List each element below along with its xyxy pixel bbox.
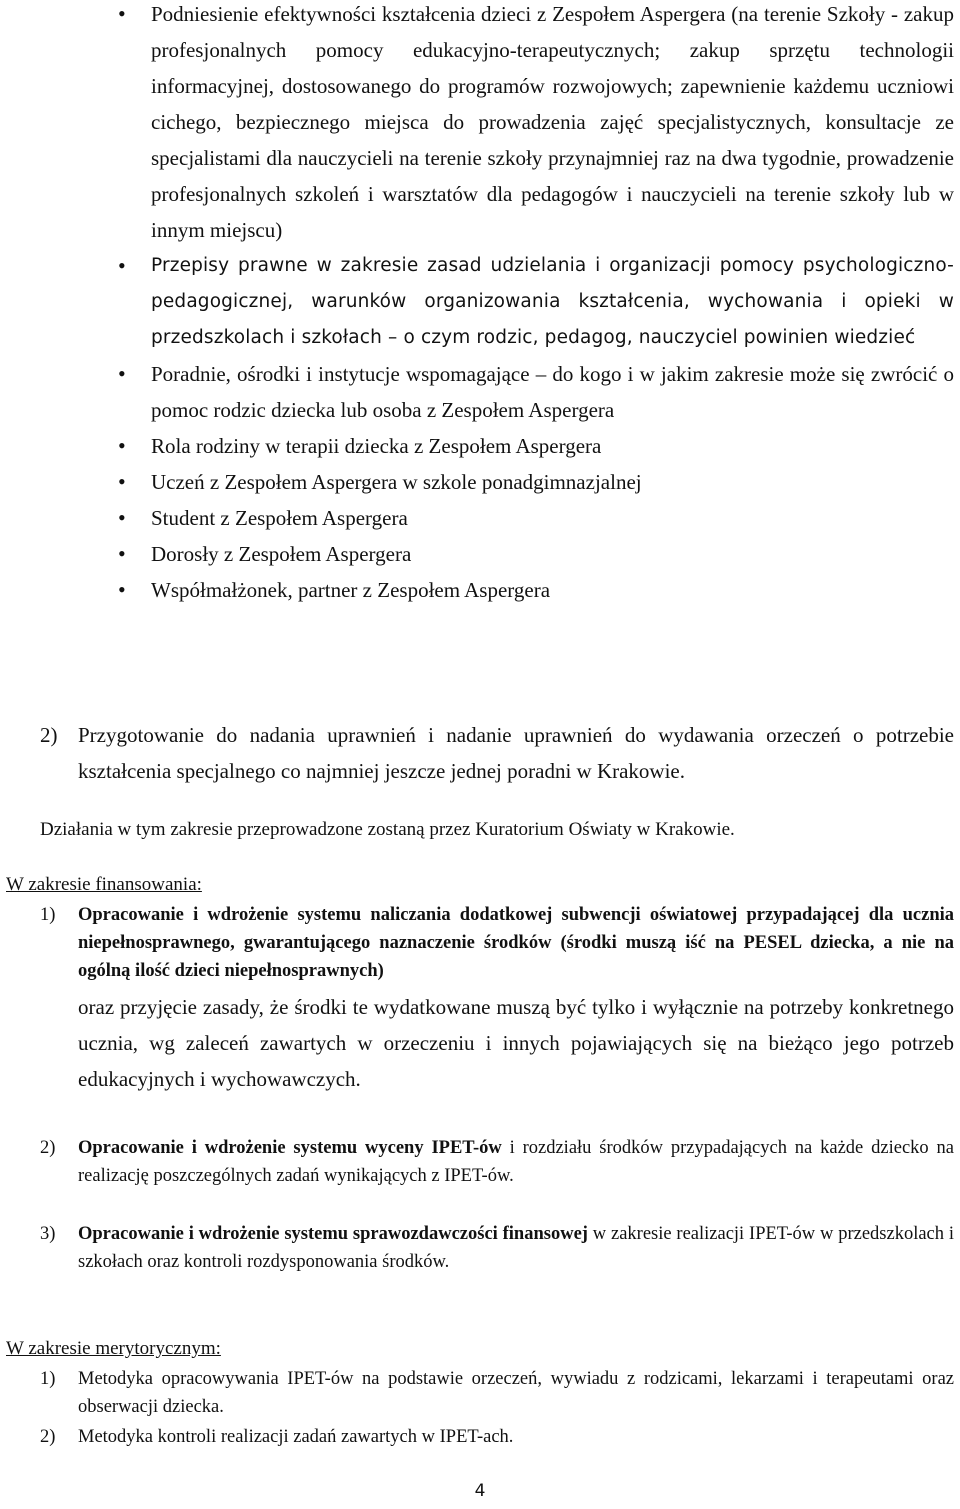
list-item-text: Rola rodziny w terapii dziecka z Zespołem Aspergera (151, 434, 602, 458)
finance-item-2 (40, 1134, 954, 1190)
paragraph-text: Przygotowanie do nadania uprawnień i nadanie uprawnień do wydawania orzeczeń o potrzebie kształcenia specjalnego co najmniej jeszcze jednej poradni w Krakowie. (78, 723, 954, 783)
list-item (0, 536, 960, 572)
merit-item-1 (40, 1365, 954, 1421)
finance-heading: W zakresie finansowania: (6, 874, 202, 895)
list-item (0, 0, 960, 248)
list-item (0, 428, 960, 464)
item-number: 1) (40, 905, 56, 925)
list-item (0, 356, 960, 428)
bullet-icon: • (118, 469, 126, 494)
item-number: 3) (40, 1224, 56, 1244)
bullet-icon: • (118, 541, 126, 566)
list-item-text: Współmałżonek, partner z Zespołem Aspergera (151, 578, 551, 602)
list-item-text: Poradnie, ośrodki i instytucje wspomagające – do kogo i w jakim zakresie może się zwrócić o pomoc rodzic dziecka lub osoba z Zespołem Aspergera (151, 362, 954, 422)
list-item (0, 500, 960, 536)
bullet-icon: • (118, 1, 126, 26)
list-item (0, 248, 960, 356)
regular-text: i rozdziału środków przypadających na każde dziecko na realizację poszczególnych zadań wynikających z IPET-ów. (78, 1138, 954, 1186)
paragraph-text (78, 1134, 954, 1190)
bullet-icon: • (118, 433, 126, 458)
paragraph-text (78, 1220, 954, 1276)
kuratorium-note: Działania w tym zakresie przeprowadzone zostaną przez Kuratorium Oświaty w Krakowie. (40, 819, 735, 840)
list-item-text: Przepisy prawne w zakresie zasad udzielania i organizacji pomocy psychologiczno-pedagogicznej, warunków organizowania kształcenia, wychowania i opieki w przedszkolach i szkołach – o czym rodzic, pedagog, nauczyciel powinien wiedzieć (151, 255, 954, 348)
bullet-icon: • (118, 577, 126, 602)
regular-text: oraz przyjęcie zasady, że środki te wydatkowane muszą być tylko i wyłącznie na potrzeby konkretnego ucznia, wg zaleceń zawartych w orzeczeniu i innych pojawiających się na bieżąco jego potrzeb edukacyjnych i wychowawczych. (78, 995, 954, 1091)
bold-text: Opracowanie i wdrożenie systemu wyceny IPET-ów (78, 1138, 502, 1158)
bold-text: Opracowanie i wdrożenie systemu naliczania dodatkowej subwencji oświatowej przypadającej dla ucznia niepełnosprawnego, gwarantującego naznaczenie środków (środki muszą iść na PESEL dziecka, a nie na ogólną ilość dzieci niepełnosprawnych) (78, 905, 954, 981)
list-item-text: Dorosły z Zespołem Aspergera (151, 542, 412, 566)
regular-text: w zakresie realizacji IPET-ów w przedszkolach i szkołach oraz kontroli rozdysponowania środków. (78, 1224, 954, 1272)
paragraph-text: Metodyka kontroli realizacji zadań zawartych w IPET-ach. (78, 1427, 514, 1447)
list-item (0, 464, 960, 500)
item-number: 1) (40, 1369, 56, 1389)
bullet-icon: • (118, 253, 126, 278)
item-number: 2) (40, 1427, 56, 1447)
bold-text: Opracowanie i wdrożenie systemu sprawozdawczości finansowej (78, 1224, 588, 1244)
numbered-paragraph (40, 717, 954, 789)
item-number: 2) (40, 1138, 56, 1158)
list-item (0, 572, 960, 608)
merit-heading: W zakresie merytorycznym: (6, 1338, 221, 1359)
merit-item-2 (40, 1423, 954, 1451)
page-number: 4 (474, 1481, 486, 1501)
finance-item-3 (40, 1220, 954, 1276)
list-item-text: Student z Zespołem Aspergera (151, 506, 408, 530)
paragraph-text: Metodyka opracowywania IPET-ów na podstawie orzeczeń, wywiadu z rodzicami, lekarzami i terapeutami oraz obserwacji dziecka. (78, 1369, 954, 1417)
list-item-text: Uczeń z Zespołem Aspergera w szkole ponadgimnazjalnej (151, 470, 642, 494)
finance-item-1 (40, 901, 954, 1097)
bullet-icon: • (118, 505, 126, 530)
list-item-text: Podniesienie efektywności kształcenia dzieci z Zespołem Aspergera (na terenie Szkoły - zakup profesjonalnych pomocy edukacyjno-terapeutycznych; zakup sprzętu technologii informacyjnej, dostosowanego do programów rozwojowych; zapewnienie każdemu uczniowi cichego, bezpiecznego miejsca do prowadzenia zajęć specjalistycznych, konsultacje ze specjalistami dla nauczycieli na terenie szkoły przynajmniej raz na dwa tygodnie, prowadzenie profesjonalnych szkoleń i warsztatów dla pedagogów i nauczycieli na terenie szkoły lub w innym miejscu) (151, 2, 954, 242)
bullet-icon: • (118, 361, 126, 386)
paragraph-text (78, 901, 954, 1097)
bullet-list (0, 0, 960, 608)
item-number: 2) (40, 723, 58, 747)
